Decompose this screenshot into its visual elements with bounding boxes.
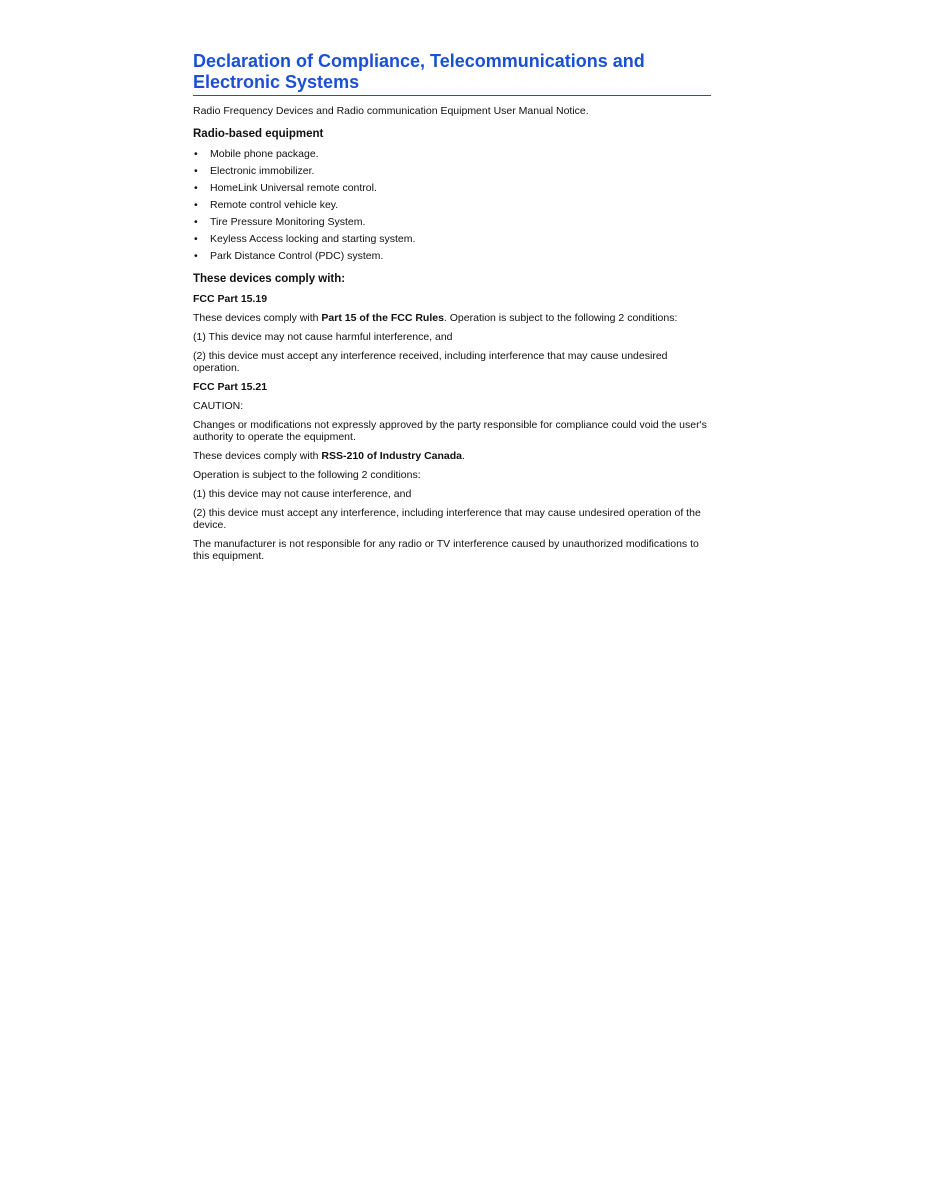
fcc-15-19-heading: FCC Part 15.19: [193, 293, 268, 305]
radio-equipment-list: [193, 148, 711, 262]
list-item: • Keyless Access locking and starting system.: [194, 233, 416, 245]
changes-warning: Changes or modifications not expressly approved by the party responsible for compliance could void the user's authority to operate the equipment.: [193, 419, 707, 443]
bullet-icon: •: [194, 199, 198, 211]
canada-condition-1: (1) this device may not cause interference, and: [193, 488, 412, 500]
bullet-icon: •: [194, 233, 198, 245]
fcc-condition-1: (1) This device may not cause harmful interference, and: [193, 331, 453, 343]
document-page: [193, 51, 711, 569]
fcc-15-19-statement: These devices comply with Part 15 of the FCC Rules. Operation is subject to the following 2 conditions:: [193, 312, 678, 324]
bullet-icon: •: [194, 182, 198, 194]
bullet-icon: •: [194, 216, 198, 228]
list-item: • Park Distance Control (PDC) system.: [194, 250, 384, 262]
bullet-icon: •: [194, 250, 198, 262]
canada-operation-text: Operation is subject to the following 2 conditions:: [193, 469, 421, 481]
list-item: • HomeLink Universal remote control.: [194, 182, 377, 194]
comply-heading: These devices comply with:: [193, 273, 346, 285]
caution-label: CAUTION:: [193, 400, 244, 412]
bullet-icon: •: [194, 148, 198, 160]
radio-equipment-heading: Radio-based equipment: [193, 128, 324, 140]
bullet-icon: •: [194, 165, 198, 177]
fcc-condition-2: (2) this device must accept any interference received, including interference that may cause undesired operation.: [193, 350, 668, 374]
list-item: • Tire Pressure Monitoring System.: [194, 216, 366, 228]
list-item: • Mobile phone package.: [194, 148, 319, 160]
list-item: • Remote control vehicle key.: [194, 199, 339, 211]
fcc-15-21-heading: FCC Part 15.21: [193, 381, 268, 393]
industry-canada-statement: These devices comply with RSS-210 of Industry Canada.: [193, 450, 465, 462]
canada-condition-2: (2) this device must accept any interference, including interference that may cause undesired operation of the device.: [193, 507, 701, 531]
manufacturer-disclaimer: The manufacturer is not responsible for any radio or TV interference caused by unauthorized modifications to this equipment.: [193, 538, 699, 562]
list-item: • Electronic immobilizer.: [194, 165, 315, 177]
intro-text: Radio Frequency Devices and Radio communication Equipment User Manual Notice.: [193, 105, 589, 117]
page-title: Declaration of Compliance, Telecommunications and Electronic Systems: [193, 51, 711, 96]
